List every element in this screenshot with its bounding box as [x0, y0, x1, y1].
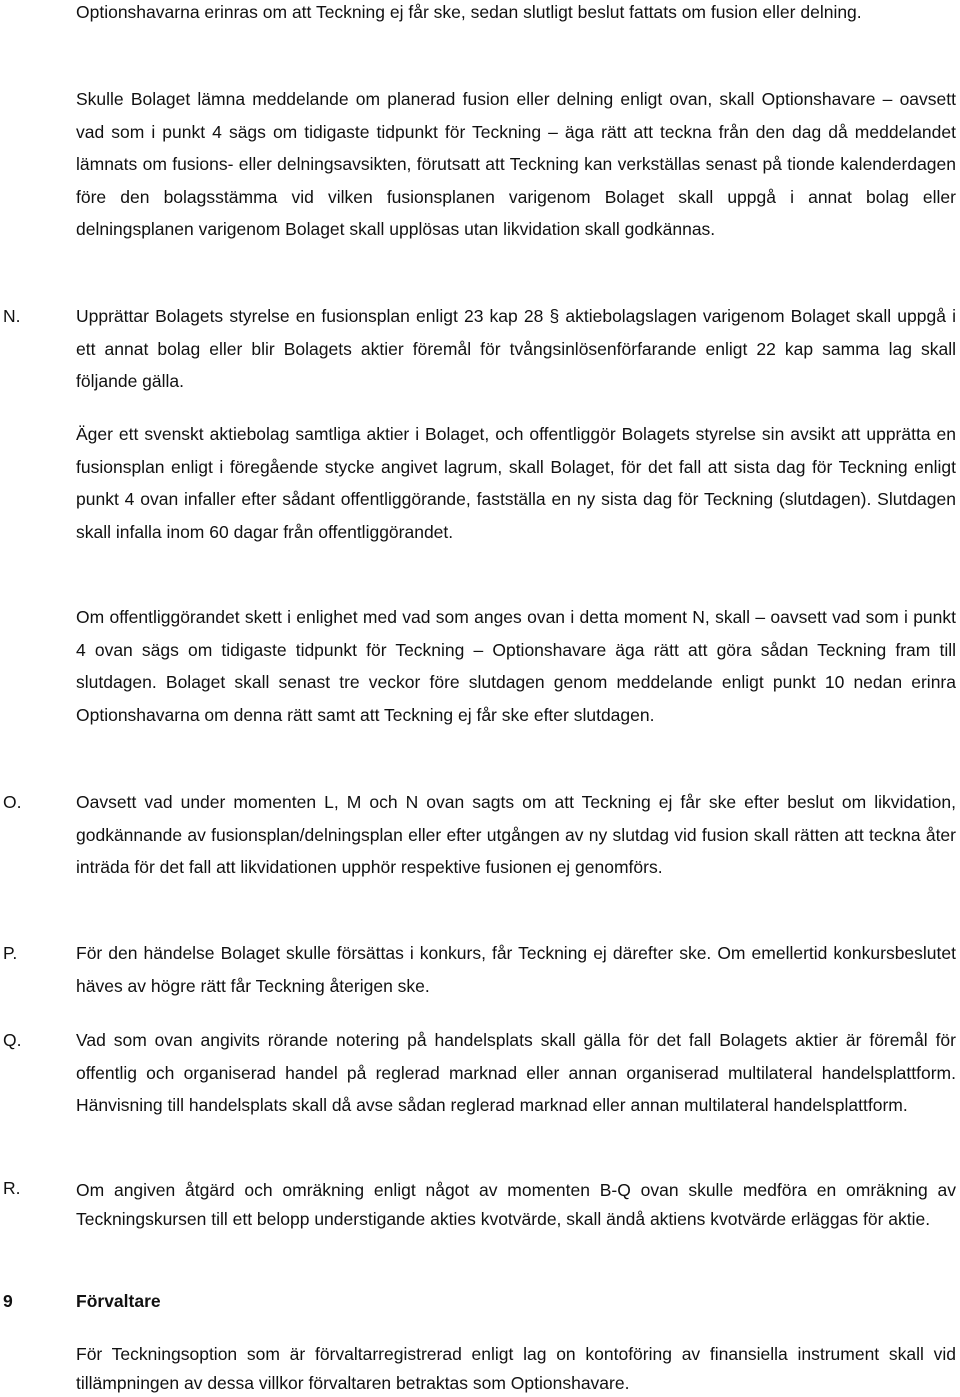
- section-title: Förvaltare: [76, 1291, 161, 1311]
- paragraph-o-likvidation: Oavsett vad under momenten L, M och N ovan sagts om att Teckning ej får ske efter beslut om likvidation, godkännande av fusionsplan/delningsplan eller efter utgången av ny slutdag vid fusion skall rätten att teckna åter inträda för det fall att likvidationen upphör respektive fusionen ej genomförs.: [76, 792, 956, 877]
- section-number: 9: [3, 1291, 13, 1311]
- paragraph-forvaltare: För Teckningsoption som är förvaltarregistrerad enligt lag on kontoföring av finansiella instrument skall vid tillämpningen av dessa villkor förvaltaren betraktas som Optionshavare.: [76, 1344, 956, 1393]
- paragraph-fusion-reminder: Optionshavarna erinras om att Teckning ej får ske, sedan slutligt beslut fattats om fusion eller delning.: [76, 2, 862, 22]
- paragraph-n-svenskt-aktiebolag: Äger ett svenskt aktiebolag samtliga aktier i Bolaget, och offentliggör Bolagets styrelse sin avsikt att upprätta en fusionsplan enligt i föregående stycke angivet lagrum, skall Bolaget, för det fall att sista dag för Teckning enligt punkt 4 ovan infaller efter sådant offentliggörande, fastställa en ny sista dag för Teckning (slutdagen). Slutdagen skall infalla inom 60 dagar från offentliggörandet.: [76, 424, 956, 542]
- paragraph-r-kvotvarde: Om angiven åtgärd och omräkning enligt något av momenten B-Q ovan skulle medföra en omräkning av Teckningskursen till ett belopp understigande akties kvotvärde, skall ändå aktiens kvotvärde erläggas för aktie.: [76, 1180, 956, 1229]
- paragraph-n-fusionsplan: Upprättar Bolagets styrelse en fusionsplan enligt 23 kap 28 § aktiebolagslagen varigenom Bolaget skall uppgå i ett annat bolag eller blir Bolagets aktier föremål för tvångsinlösenförfarande enligt 22 kap samma lag skall följande gälla.: [76, 306, 956, 391]
- clause-marker-q: Q.: [3, 1030, 22, 1050]
- paragraph-fusion-notice: Skulle Bolaget lämna meddelande om planerad fusion eller delning enligt ovan, skall Optionshavare – oavsett vad som i punkt 4 sägs om tidigaste tidpunkt för Teckning – äga rätt att teckna från den dag då meddelandet lämnats om fusions- eller delningsavsikten, förutsatt att Teckning kan verkställas senast på tionde kalenderdagen före den bolagsstämma vid vilken fusionsplanen varigenom Bolaget skall uppgå i annat bolag eller delningsplanen varigenom Bolaget skall upplösas utan likvidation skall godkännas.: [76, 89, 956, 239]
- paragraph-p-konkurs: För den händelse Bolaget skulle försättas i konkurs, får Teckning ej därefter ske. Om emellertid konkursbeslutet häves av högre rätt får Teckning återigen ske.: [76, 943, 956, 996]
- paragraph-n-offentliggorande: Om offentliggörandet skett i enlighet med vad som anges ovan i detta moment N, skall – oavsett vad som i punkt 4 ovan sägs om tidigaste tidpunkt för Teckning – Optionshavare äga rätt att göra sådan Teckning fram till slutdagen. Bolaget skall senast tre veckor före slutdagen genom meddelande enligt punkt 10 nedan erinra Optionshavarna om denna rätt samt att Teckning ej får ske efter slutdagen.: [76, 607, 956, 725]
- clause-marker-o: O.: [3, 792, 22, 812]
- clause-marker-n: N.: [3, 306, 21, 326]
- clause-marker-r: R.: [3, 1178, 21, 1198]
- clause-marker-p: P.: [3, 943, 18, 963]
- paragraph-q-handelsplats: Vad som ovan angivits rörande notering på handelsplats skall gälla för det fall Bolagets aktier är föremål för offentlig och organiserad handel på reglerad marknad eller annan organiserad multilateral handelsplattform. Hänvisning till handelsplats skall då avse sådan reglerad marknad eller annan multilateral handelsplattform.: [76, 1030, 956, 1115]
